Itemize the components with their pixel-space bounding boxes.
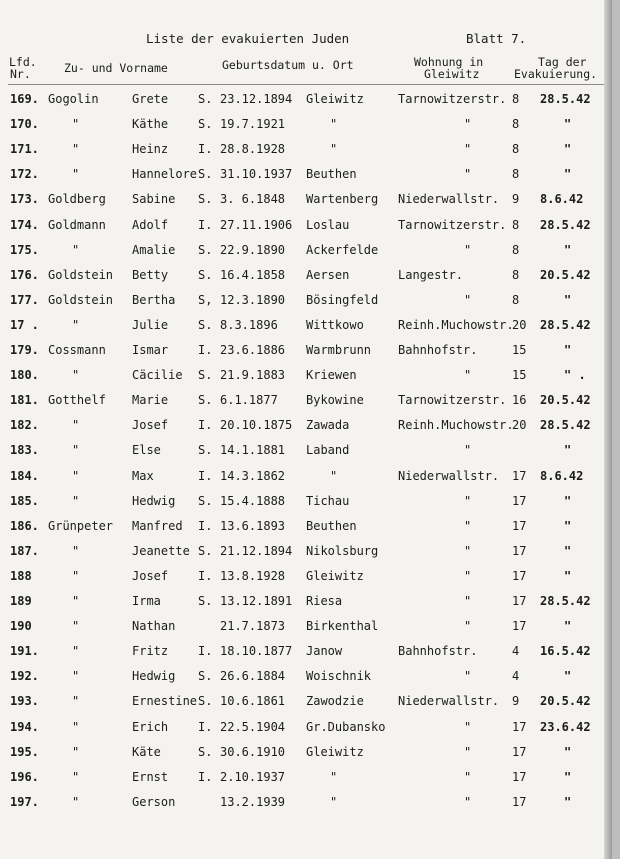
table-row [0, 745, 612, 770]
surname: " [72, 568, 80, 583]
first-name: Jeanette [132, 543, 190, 558]
address-street: Tarnowitzerstr. [398, 217, 507, 232]
evacuation-date: " [564, 292, 572, 307]
surname: " [72, 644, 80, 659]
table-row [0, 218, 612, 243]
birth-place: Aersen [306, 267, 350, 282]
table-row [0, 569, 612, 594]
address-number: 8 [512, 242, 520, 257]
birth-place: Gleiwitz [306, 92, 364, 106]
sex-marker: I. [198, 343, 213, 357]
birth-place: Zawodzie [306, 694, 364, 709]
sex-marker: S. [198, 317, 213, 332]
table-row [0, 544, 612, 569]
address-street: " [464, 117, 472, 132]
address-number: 8 [512, 292, 520, 307]
address-street: Langestr. [398, 267, 464, 282]
surname: " [72, 619, 80, 634]
birth-date: 12.3.1890 [220, 292, 286, 307]
address-number: 17 [512, 543, 527, 558]
address-number: 8 [512, 267, 520, 282]
birth-date: 23.6.1886 [220, 343, 286, 357]
row-number: 172. [10, 167, 39, 182]
first-name: Grete [132, 92, 169, 106]
surname: " [72, 242, 80, 257]
first-name: Heinz [132, 142, 169, 157]
birth-place: Zawada [306, 418, 350, 433]
table-row [0, 192, 612, 217]
birth-place: Bykowine [306, 393, 364, 408]
table-row [0, 293, 612, 318]
first-name: Erich [132, 719, 169, 734]
first-name: Käte [132, 744, 161, 759]
address-number: 9 [512, 694, 520, 709]
table-row [0, 393, 612, 418]
address-number: 17 [512, 794, 527, 809]
table-row [0, 268, 612, 293]
sex-marker: I. [198, 769, 213, 784]
birth-place: Warmbrunn [306, 343, 372, 357]
birth-date: 31.10.1937 [220, 167, 293, 182]
birth-date: 16.4.1858 [220, 267, 286, 282]
sex-marker: S. [198, 594, 213, 608]
address-number: 8 [512, 217, 520, 232]
address-street: Niederwallstr. [398, 192, 500, 207]
sex-marker: I. [198, 644, 213, 659]
table-row [0, 343, 612, 368]
address-number: 17 [512, 769, 527, 784]
evacuation-date: 28.5.42 [540, 217, 591, 232]
first-name: Fritz [132, 644, 169, 659]
address-number: 4 [512, 644, 520, 659]
evacuation-date: 28.5.42 [540, 418, 591, 433]
surname: " [72, 769, 80, 784]
first-name: Nathan [132, 619, 176, 634]
address-number: 9 [512, 192, 520, 207]
table-row [0, 669, 612, 694]
surname: " [72, 719, 80, 734]
row-number: 188 [10, 568, 32, 583]
sex-marker: I. [198, 217, 213, 232]
birth-date: 20.10.1875 [220, 418, 293, 433]
evacuation-date: 20.5.42 [540, 393, 591, 408]
row-number: 179. [10, 343, 39, 357]
birth-place: Gr.Dubansko [306, 719, 386, 734]
first-name: Adolf [132, 217, 169, 232]
surname: Gogolin [48, 92, 99, 106]
evacuation-date: " [564, 167, 572, 182]
evacuation-date: " [564, 343, 572, 357]
first-name: Max [132, 468, 154, 483]
address-street: " [464, 568, 472, 583]
birth-date: 26.6.1884 [220, 669, 286, 684]
surname: " [72, 167, 80, 182]
address-street: " [464, 619, 472, 634]
first-name: Sabine [132, 192, 176, 207]
address-number: 17 [512, 468, 527, 483]
row-number: 194. [10, 719, 39, 734]
evacuation-date: 20.5.42 [540, 694, 591, 709]
address-number: 17 [512, 744, 527, 759]
birth-date: 18.10.1877 [220, 644, 293, 659]
birth-date: 27.11.1906 [220, 217, 293, 232]
evacuation-date: 28.5.42 [540, 92, 591, 106]
row-number: 189 [10, 594, 32, 608]
row-number: 174. [10, 217, 39, 232]
address-street: " [464, 543, 472, 558]
surname: Goldmann [48, 217, 106, 232]
row-number: 173. [10, 192, 39, 207]
address-number: 16 [512, 393, 527, 408]
table-row [0, 619, 612, 644]
row-number: 185. [10, 493, 39, 508]
surname: " [72, 794, 80, 809]
evacuation-date: " [564, 769, 572, 784]
surname: " [72, 694, 80, 709]
surname: " [72, 142, 80, 157]
surname: Cossmann [48, 343, 106, 357]
surname: " [72, 368, 80, 383]
first-name: Marie [132, 393, 169, 408]
evacuation-date: 28.5.42 [540, 317, 591, 332]
address-street: " [464, 594, 472, 608]
birth-place: " [330, 142, 338, 157]
sex-marker: I. [198, 719, 213, 734]
first-name: Julie [132, 317, 169, 332]
birth-date: 21.7.1873 [220, 619, 286, 634]
address-street: " [464, 167, 472, 182]
first-name: Ernestine [132, 694, 198, 709]
address-number: 8 [512, 117, 520, 132]
evacuation-date: " . [564, 368, 586, 383]
row-number: 170. [10, 117, 39, 132]
birth-date: 6.1.1877 [220, 393, 278, 408]
column-header-birth: Geburtsdatum u. Ort [222, 58, 354, 72]
address-street: Reinh.Muchowstr. [398, 317, 514, 332]
birth-place: Birkenthal [306, 619, 379, 634]
surname: " [72, 594, 80, 608]
address-number: 17 [512, 493, 527, 508]
first-name: Bertha [132, 292, 176, 307]
sex-marker: S. [198, 117, 213, 132]
row-number: 182. [10, 418, 39, 433]
table-row [0, 167, 612, 192]
evacuation-date: " [564, 142, 572, 157]
address-number: 20 [512, 418, 527, 433]
evacuation-date: " [564, 493, 572, 508]
address-street: Niederwallstr. [398, 694, 500, 709]
address-street: Bahnhofstr. [398, 644, 478, 659]
evacuation-date: 20.5.42 [540, 267, 591, 282]
address-street: Niederwallstr. [398, 468, 500, 483]
surname: " [72, 543, 80, 558]
address-street: " [464, 368, 472, 383]
birth-place: " [330, 794, 338, 809]
birth-place: " [330, 769, 338, 784]
sex-marker: S. [198, 744, 213, 759]
table-row [0, 368, 612, 393]
table-row [0, 720, 612, 745]
evacuation-date: 23.6.42 [540, 719, 591, 734]
birth-date: 13.12.1891 [220, 594, 293, 608]
evacuation-date: " [564, 744, 572, 759]
birth-date: 2.10.1937 [220, 769, 286, 784]
birth-date: 8.3.1896 [220, 317, 278, 332]
birth-place: Nikolsburg [306, 543, 379, 558]
table-row [0, 770, 612, 795]
sex-marker: S. [198, 669, 213, 684]
address-number: 4 [512, 669, 520, 684]
first-name: Amalie [132, 242, 176, 257]
sheet-number: Blatt 7. [466, 31, 527, 46]
first-name: Ismar [132, 343, 169, 357]
evacuation-date: " [564, 242, 572, 257]
evacuation-date: " [564, 518, 572, 533]
evacuation-date: 16.5.42 [540, 644, 591, 659]
address-number: 17 [512, 518, 527, 533]
birth-place: Loslau [306, 217, 350, 232]
birth-date: 15.4.1888 [220, 493, 286, 508]
sex-marker: I. [198, 568, 213, 583]
first-name: Hannelore [132, 167, 198, 182]
birth-date: 30.6.1910 [220, 744, 286, 759]
address-street: " [464, 669, 472, 684]
address-street: " [464, 518, 472, 533]
sex-marker: S. [198, 92, 213, 106]
first-name: Else [132, 443, 161, 458]
first-name: Josef [132, 568, 169, 583]
first-name: Hedwig [132, 493, 176, 508]
birth-place: Riesa [306, 594, 343, 608]
birth-date: 21.12.1894 [220, 543, 293, 558]
address-street: " [464, 493, 472, 508]
evacuation-date: 28.5.42 [540, 594, 591, 608]
address-street: " [464, 719, 472, 734]
sex-marker: S. [198, 393, 213, 408]
address-number: 17 [512, 594, 527, 608]
row-number: 175. [10, 242, 39, 257]
sex-marker: S. [198, 543, 213, 558]
birth-date: 19.7.1921 [220, 117, 286, 132]
surname: Gotthelf [48, 393, 106, 408]
header-rule [8, 84, 606, 85]
evacuation-date: " [564, 619, 572, 634]
evacuation-date: " [564, 117, 572, 132]
table-row [0, 494, 612, 519]
table-row [0, 117, 612, 142]
address-number: 17 [512, 568, 527, 583]
surname: " [72, 744, 80, 759]
row-number: 180. [10, 368, 39, 383]
row-number: 177. [10, 292, 39, 307]
row-number: 193. [10, 694, 39, 709]
first-name: Betty [132, 267, 169, 282]
column-header-address-2: Gleiwitz [424, 67, 480, 81]
first-name: Gerson [132, 794, 176, 809]
row-number: 169. [10, 92, 39, 106]
address-number: 8 [512, 92, 520, 106]
sex-marker: I. [198, 468, 213, 483]
sex-marker: S. [198, 267, 213, 282]
address-number: 20 [512, 317, 527, 332]
row-number: 196. [10, 769, 39, 784]
surname: Goldstein [48, 292, 114, 307]
surname: " [72, 117, 80, 132]
birth-place: Woischnik [306, 669, 372, 684]
sex-marker: S. [198, 368, 213, 383]
birth-place: Kriewen [306, 368, 357, 383]
birth-place: Wartenberg [306, 192, 379, 207]
address-street: " [464, 744, 472, 759]
row-number: 186. [10, 518, 39, 533]
row-number: 183. [10, 443, 39, 458]
sex-marker: S, [198, 292, 213, 307]
surname: Grünpeter [48, 518, 114, 533]
birth-date: 14.1.1881 [220, 443, 286, 458]
birth-date: 13.8.1928 [220, 568, 286, 583]
sex-marker: S. [198, 493, 213, 508]
birth-date: 10.6.1861 [220, 694, 286, 709]
row-number: 17 . [10, 317, 39, 332]
birth-date: 21.9.1883 [220, 368, 286, 383]
column-header-nr-2: Nr. [10, 67, 31, 81]
row-number: 187. [10, 543, 39, 558]
address-street: " [464, 769, 472, 784]
first-name: Josef [132, 418, 169, 433]
table-row [0, 644, 612, 669]
column-header-nr-1: Lfd. [9, 55, 37, 69]
birth-place: " [330, 117, 338, 132]
address-street: " [464, 142, 472, 157]
table-row [0, 243, 612, 268]
address-street: Reinh.Muchowstr. [398, 418, 514, 433]
birth-place: Gleiwitz [306, 568, 364, 583]
birth-date: 13.2.1939 [220, 794, 286, 809]
first-name: Ernst [132, 769, 169, 784]
evacuation-date: 8.6.42 [540, 468, 584, 483]
birth-date: 13.6.1893 [220, 518, 286, 533]
page-edge [604, 0, 612, 859]
birth-place: Beuthen [306, 518, 357, 533]
row-number: 171. [10, 142, 39, 157]
address-street: " [464, 794, 472, 809]
row-number: 184. [10, 468, 39, 483]
birth-date: 23.12.1894 [220, 92, 293, 106]
birth-date: 3. 6.1848 [220, 192, 286, 207]
table-row [0, 443, 612, 468]
evacuation-date: " [564, 443, 572, 458]
birth-date: 28.8.1928 [220, 142, 286, 157]
birth-place: Bösingfeld [306, 292, 379, 307]
row-number: 197. [10, 794, 39, 809]
evacuation-date: " [564, 794, 572, 809]
sex-marker: S. [198, 242, 213, 257]
address-street: Tarnowitzerstr. [398, 92, 507, 106]
address-number: 17 [512, 619, 527, 634]
evacuation-date: " [564, 543, 572, 558]
first-name: Manfred [132, 518, 183, 533]
surname: " [72, 418, 80, 433]
address-street: Tarnowitzerstr. [398, 393, 507, 408]
row-number: 181. [10, 393, 39, 408]
address-number: 15 [512, 368, 527, 383]
surname: " [72, 493, 80, 508]
birth-date: 22.9.1890 [220, 242, 286, 257]
address-number: 8 [512, 142, 520, 157]
address-number: 15 [512, 343, 527, 357]
birth-place: Wittkowo [306, 317, 364, 332]
sex-marker: S. [198, 167, 213, 182]
birth-date: 22.5.1904 [220, 719, 286, 734]
first-name: Hedwig [132, 669, 176, 684]
table-row [0, 795, 612, 820]
document-title: Liste der evakuierten Juden [146, 31, 350, 46]
birth-place: Laband [306, 443, 350, 458]
first-name: Cäcilie [132, 368, 183, 383]
address-street: Bahnhofstr. [398, 343, 478, 357]
surname: " [72, 669, 80, 684]
birth-date: 14.3.1862 [220, 468, 286, 483]
surname: " [72, 317, 80, 332]
column-header-name: Zu- und Vorname [64, 61, 168, 75]
birth-place: Gleiwitz [306, 744, 364, 759]
table-row [0, 519, 612, 544]
surname: " [72, 468, 80, 483]
table-row [0, 694, 612, 719]
surname: Goldberg [48, 192, 106, 207]
first-name: Irma [132, 594, 161, 608]
row-number: 192. [10, 669, 39, 684]
birth-place: Ackerfelde [306, 242, 379, 257]
address-street: " [464, 242, 472, 257]
sex-marker: I. [198, 418, 213, 433]
table-row [0, 318, 612, 343]
evacuation-date: " [564, 669, 572, 684]
address-street: " [464, 443, 472, 458]
table-row [0, 594, 612, 619]
sex-marker: S. [198, 192, 213, 207]
table-row [0, 142, 612, 167]
sex-marker: S. [198, 443, 213, 458]
sex-marker: I. [198, 518, 213, 533]
birth-place: Beuthen [306, 167, 357, 182]
sex-marker: I. [198, 142, 213, 157]
sex-marker: S. [198, 694, 213, 709]
row-number: 190 [10, 619, 32, 634]
birth-place: Tichau [306, 493, 350, 508]
column-header-date-2: Evakuierung. [514, 67, 598, 81]
table-row [0, 92, 612, 117]
first-name: Käthe [132, 117, 169, 132]
evacuation-date: " [564, 568, 572, 583]
address-street: " [464, 292, 472, 307]
column-header-address-1: Wohnung in [414, 55, 484, 69]
surname: " [72, 443, 80, 458]
evacuation-date: 8.6.42 [540, 192, 584, 207]
table-row [0, 418, 612, 443]
address-number: 8 [512, 167, 520, 182]
table-row [0, 469, 612, 494]
row-number: 195. [10, 744, 39, 759]
column-header-date-1: Tag der [538, 55, 587, 69]
row-number: 191. [10, 644, 39, 659]
birth-place: " [330, 468, 338, 483]
surname: Goldstein [48, 267, 114, 282]
address-number: 17 [512, 719, 527, 734]
row-number: 176. [10, 267, 39, 282]
birth-place: Janow [306, 644, 343, 659]
